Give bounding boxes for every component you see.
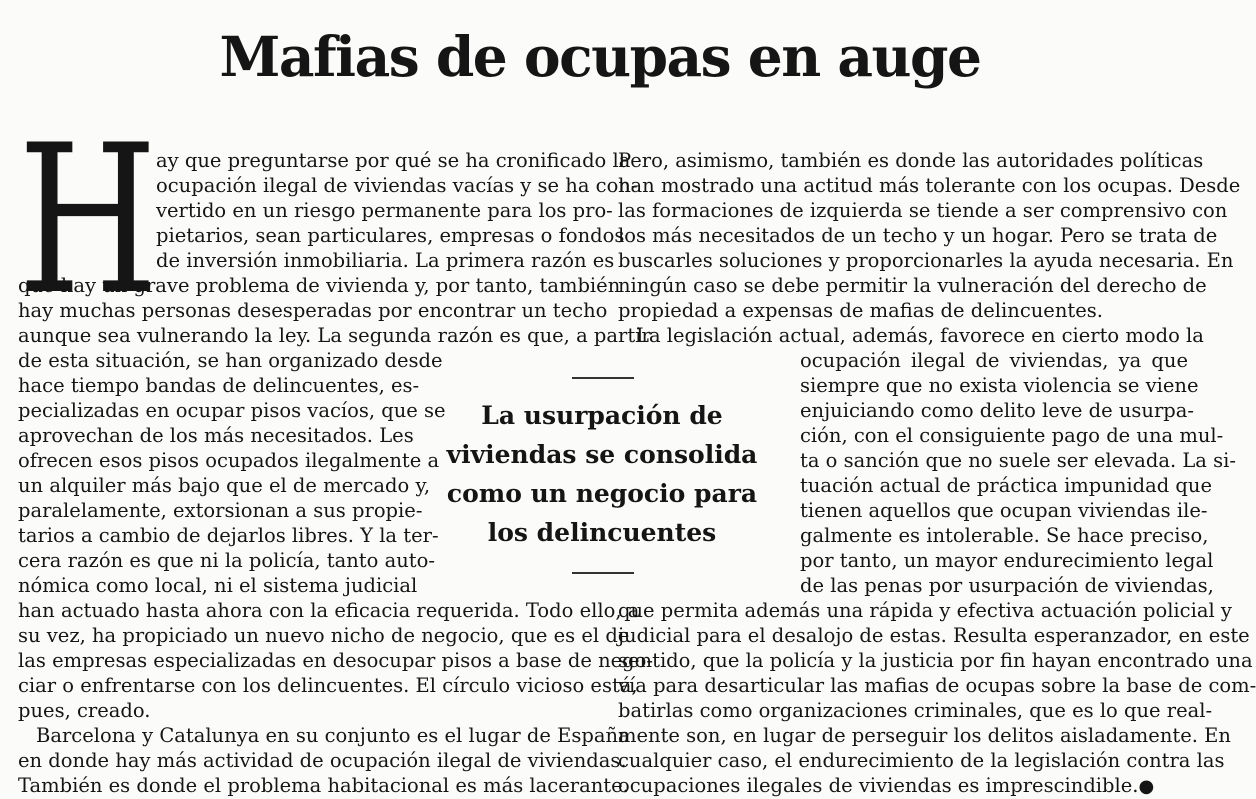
left-line: su vez, ha propiciado un nuevo nicho de negocio, que es el de (18, 624, 630, 647)
right-line: enjuiciando como delito leve de usurpa- (800, 399, 1194, 422)
left-line: pietarios, sean particulares, empresas o fondos (156, 224, 625, 247)
left-line: hace tiempo bandas de delincuentes, es- (18, 374, 420, 397)
pull-quote-line: La usurpación de (481, 401, 723, 430)
left-line: han actuado hasta ahora con la eficacia requerida. Todo ello, a (18, 599, 640, 622)
right-line: las formaciones de izquierda se tiende a ser comprensivo con (618, 199, 1228, 222)
right-line: de las penas por usurpación de viviendas, (800, 574, 1214, 597)
left-line: aunque sea vulnerando la ley. La segunda razón es que, a partir (18, 324, 651, 347)
left-line: cera razón es que ni la policía, tanto auto- (18, 549, 435, 572)
right-line: Pero, asimismo, también es donde las autoridades políticas (618, 149, 1204, 172)
drop-cap: H (18, 102, 155, 340)
right-line: galmente es intolerable. Se hace preciso, (800, 524, 1209, 547)
right-line: propiedad a expensas de mafias de delincuentes. (618, 299, 1103, 322)
pull-quote-rule-bottom (572, 572, 634, 574)
right-line: mente son, en lugar de perseguir los delitos aisladamente. En (618, 724, 1231, 747)
pull-quote-rule-top (572, 377, 634, 379)
left-line: vertido en un riesgo permanente para los pro- (156, 199, 613, 222)
left-line: ciar o enfrentarse con los delincuentes. El círculo vicioso está, (18, 674, 638, 697)
end-mark: ● (1138, 776, 1155, 797)
left-line: en donde hay más actividad de ocupación ilegal de viviendas. (18, 749, 627, 772)
right-line: ción, con el consiguiente pago de una mul- (800, 424, 1224, 447)
right-line: La legislación actual, además, favorece en cierto modo la (636, 324, 1204, 347)
right-line: los más necesitados de un techo y un hogar. Pero se trata de (618, 224, 1218, 247)
right-line: ta o sanción que no suele ser elevada. La si- (800, 449, 1236, 472)
editorial-headline: Mafias de ocupas en auge (219, 24, 981, 89)
left-line: nómica como local, ni el sistema judicial (18, 574, 418, 597)
left-line: Barcelona y Catalunya en su conjunto es el lugar de España (36, 724, 630, 747)
pull-quote-line: los delincuentes (487, 518, 717, 547)
left-line: aprovechan de los más necesitados. Les (18, 424, 414, 447)
left-line: un alquiler más bajo que el de mercado y, (18, 474, 431, 497)
right-line-last (618, 773, 1188, 798)
pull-quote-line: viviendas se consolida (446, 440, 758, 469)
right-line: han mostrado una actitud más tolerante con los ocupas. Desde (618, 174, 1241, 197)
right-line: tienen aquellos que ocupan viviendas ile- (800, 499, 1208, 522)
left-line: ocupación ilegal de viviendas vacías y se ha con- (156, 174, 638, 197)
right-line-text: ocupaciones ilegales de viviendas es imprescindible. (618, 774, 1139, 797)
left-line: de inversión inmobiliaria. La primera razón es (156, 249, 615, 272)
left-line: tarios a cambio de dejarlos libres. Y la ter- (18, 524, 439, 547)
left-line: que hay un grave problema de vivienda y, por tanto, también (18, 274, 621, 297)
left-line: las empresas especializadas en desocupar pisos a base de nego- (18, 649, 653, 672)
right-line: ningún caso se debe permitir la vulneración del derecho de (618, 274, 1207, 297)
right-line: que permita además una rápida y efectiva actuación policial y (618, 599, 1232, 622)
right-line: por tanto, un mayor endurecimiento legal (800, 549, 1214, 572)
left-line: hay muchas personas desesperadas por encontrar un techo (18, 299, 608, 322)
left-line: paralelamente, extorsionan a sus propie- (18, 499, 423, 522)
left-line: ay que preguntarse por qué se ha cronificado la (156, 149, 631, 172)
right-line: siempre que no exista violencia se viene (800, 374, 1199, 397)
right-line: cualquier caso, el endurecimiento de la legislación contra las (618, 749, 1225, 772)
right-line: ocupación ilegal de viviendas, ya que (800, 349, 1188, 372)
left-line: de esta situación, se han organizado desde (18, 349, 443, 372)
right-line: vía para desarticular las mafias de ocupas sobre la base de com- (618, 674, 1256, 697)
right-line: judicial para el desalojo de estas. Resulta esperanzador, en este (618, 624, 1250, 647)
right-line: batirlas como organizaciones criminales, que es lo que real- (618, 699, 1213, 722)
left-line: pues, creado. (18, 699, 151, 722)
left-line: pecializadas en ocupar pisos vacíos, que se (18, 399, 446, 422)
right-line: buscarles soluciones y proporcionarles la ayuda necesaria. En (618, 249, 1234, 272)
pull-quote-line: como un negocio para (446, 479, 758, 508)
right-line: tuación actual de práctica impunidad que (800, 474, 1213, 497)
left-line: También es donde el problema habitacional es más lacerante. (18, 774, 629, 797)
left-line: ofrecen esos pisos ocupados ilegalmente a (18, 449, 440, 472)
right-line: sentido, que la policía y la justicia por fin hayan encontrado una (618, 649, 1253, 672)
